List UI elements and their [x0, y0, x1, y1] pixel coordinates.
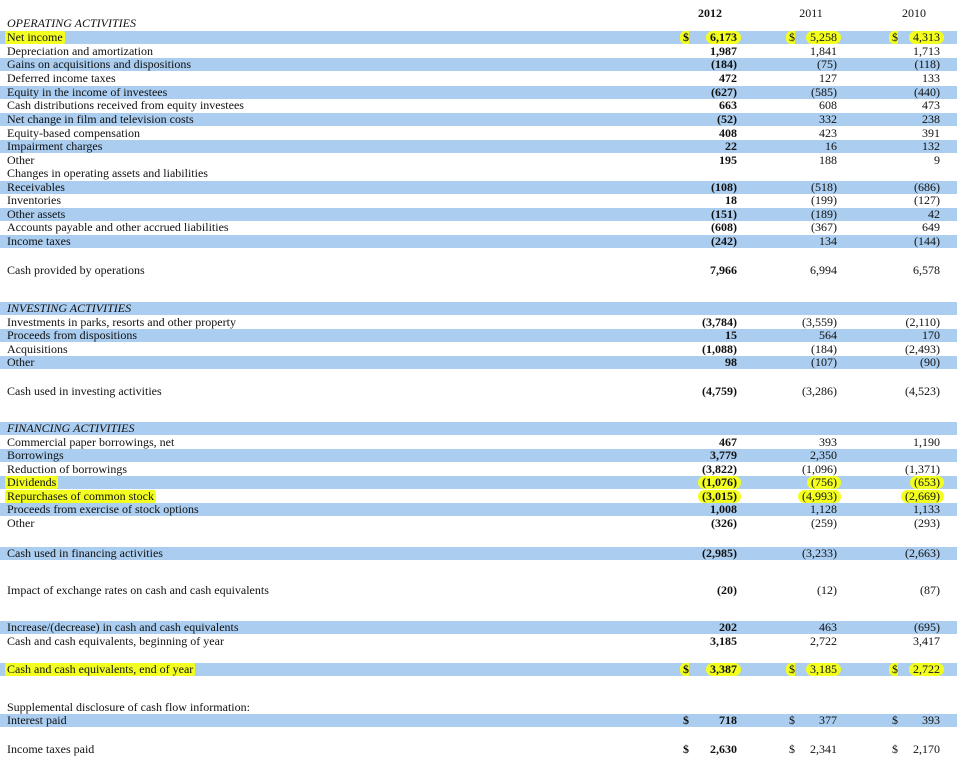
value-2012: 718	[719, 713, 737, 727]
dollar-sign: $	[892, 742, 898, 756]
investing-row	[0, 316, 957, 329]
dollar-sign: $	[683, 713, 689, 727]
dollar-sign: $	[680, 31, 689, 44]
row-label: Cash and cash equivalents, end of year	[7, 662, 194, 676]
row-label: Dividends	[7, 475, 57, 489]
row-label: Gains on acquisitions and dispositions	[7, 57, 191, 71]
financing-row	[0, 517, 957, 530]
dollar-sign: $	[889, 31, 898, 44]
value-2011: 134	[819, 234, 837, 248]
value-2012: 15	[725, 328, 737, 342]
value-2011: 1,128	[810, 502, 837, 516]
row-label: Accounts payable and other accrued liabilities	[7, 220, 229, 234]
dollar-sign: $	[683, 742, 689, 756]
value-2011: 332	[819, 112, 837, 126]
value-2010: (695)	[914, 620, 940, 634]
row-label: Net change in film and television costs	[7, 112, 194, 126]
section-operating-title	[0, 17, 957, 30]
operating-row	[0, 235, 957, 248]
value-2012: 2,630	[710, 742, 737, 756]
value-2011: (189)	[811, 207, 837, 221]
dollar-sign: $	[786, 31, 795, 44]
value-2012: 18	[725, 193, 737, 207]
value-2010: (4,523)	[905, 384, 940, 398]
value-2012: 202	[719, 620, 737, 634]
value-2011: (4,993)	[798, 490, 841, 503]
investing-row	[0, 329, 957, 342]
value-2011: 16	[825, 139, 837, 153]
value-2012: 195	[719, 153, 737, 167]
row-label: Net income	[7, 30, 63, 44]
row-label: Income taxes paid	[7, 742, 95, 756]
value-2010: 2,170	[913, 742, 940, 756]
value-2010: 393	[922, 713, 940, 727]
value-2010: 133	[922, 71, 940, 85]
row-label: Increase/(decrease) in cash and cash equivalents	[7, 620, 239, 634]
value-2010: (127)	[914, 193, 940, 207]
value-2011: (75)	[817, 57, 837, 71]
row-label: Cash used in financing activities	[7, 546, 163, 560]
value-2010: (118)	[914, 57, 940, 71]
value-2012: 408	[719, 126, 737, 140]
value-2011: 393	[819, 435, 837, 449]
operating-row	[0, 194, 957, 207]
value-2010: (293)	[914, 516, 940, 530]
cash-beginning-row	[0, 635, 957, 648]
row-label: Supplemental disclosure of cash flow information:	[7, 700, 250, 714]
value-2010: (2,663)	[905, 546, 940, 560]
value-2012: (627)	[711, 85, 737, 99]
value-2012: (608)	[711, 220, 737, 234]
section-investing-title	[0, 302, 957, 315]
operating-row	[0, 167, 957, 180]
value-2011: 2,341	[810, 742, 837, 756]
value-2010: 1,713	[913, 44, 940, 58]
value-2012: 7,966	[710, 263, 737, 277]
row-label: Impairment charges	[7, 139, 103, 153]
row-label: Other	[7, 355, 35, 369]
dollar-sign: $	[789, 742, 795, 756]
row-label: Reduction of borrowings	[7, 462, 127, 476]
value-2011: (585)	[811, 85, 837, 99]
row-label: Cash used in investing activities	[7, 384, 162, 398]
value-2012: (326)	[711, 516, 737, 530]
value-2012: 472	[719, 71, 737, 85]
value-2011: (12)	[817, 583, 837, 597]
value-2012: 1,008	[710, 502, 737, 516]
row-label: Inventories	[7, 193, 61, 207]
row-label: Borrowings	[7, 448, 64, 462]
row-label: Deferred income taxes	[7, 71, 116, 85]
value-2012: (20)	[717, 583, 737, 597]
row-label: Investments in parks, resorts and other property	[7, 315, 236, 329]
income-taxes-paid-row	[0, 743, 957, 756]
value-2011: 6,994	[810, 263, 837, 277]
value-2012: (1,076)	[698, 476, 741, 489]
value-2012: 6,173	[706, 31, 741, 44]
row-label: Equity-based compensation	[7, 126, 140, 140]
row-label: Interest paid	[7, 713, 67, 727]
value-2011: 2,350	[810, 448, 837, 462]
supplemental-title	[0, 701, 957, 714]
value-2012: (151)	[711, 207, 737, 221]
value-2011: 423	[819, 126, 837, 140]
value-2011: 5,258	[806, 31, 841, 44]
value-2011: 608	[819, 98, 837, 112]
value-2010: 238	[922, 112, 940, 126]
row-label: Depreciation and amortization	[7, 44, 153, 58]
value-2011: (3,286)	[802, 384, 837, 398]
value-2010: 649	[922, 220, 940, 234]
row-label: Other	[7, 516, 35, 530]
value-2010: 132	[922, 139, 940, 153]
operating-row	[0, 58, 957, 71]
value-2010: (686)	[914, 180, 940, 194]
operating-row	[0, 221, 957, 234]
value-2012: (1,088)	[702, 342, 737, 356]
row-label: Other	[7, 153, 35, 167]
section-financing-title	[0, 422, 957, 435]
value-2012: 3,185	[710, 634, 737, 648]
value-2012: 663	[719, 98, 737, 112]
dollar-sign: $	[789, 713, 795, 727]
value-2011: 127	[819, 71, 837, 85]
value-2012: (3,015)	[698, 490, 741, 503]
value-2011: 564	[819, 328, 837, 342]
row-label: Cash distributions received from equity investees	[7, 98, 244, 112]
operating-row	[0, 72, 957, 85]
value-2012: 3,779	[710, 448, 737, 462]
total-cash-provided-by-operations	[0, 264, 957, 277]
value-2011: (3,559)	[802, 315, 837, 329]
value-2012: 98	[725, 355, 737, 369]
interest-paid-row	[0, 714, 957, 727]
value-2010: (1,371)	[905, 462, 940, 476]
section-title: OPERATING ACTIVITIES	[7, 16, 136, 30]
value-2010: 473	[922, 98, 940, 112]
section-title: INVESTING ACTIVITIES	[7, 301, 132, 315]
total-cash-used-in-financing	[0, 547, 957, 560]
total-cash-used-in-investing	[0, 385, 957, 398]
row-label: Proceeds from exercise of stock options	[7, 502, 199, 516]
operating-row	[0, 127, 957, 140]
value-2011: 463	[819, 620, 837, 634]
row-label: Acquisitions	[7, 342, 68, 356]
row-label: Impact of exchange rates on cash and cash equivalents	[7, 583, 269, 597]
value-2012: (3,784)	[702, 315, 737, 329]
value-2011: 377	[819, 713, 837, 727]
cash-change-row	[0, 621, 957, 634]
value-2010: 3,417	[913, 634, 940, 648]
exchange-rate-impact-row	[0, 584, 957, 597]
section-title: FINANCING ACTIVITIES	[7, 421, 135, 435]
operating-row	[0, 99, 957, 112]
value-2012: (52)	[717, 112, 737, 126]
row-label: Cash and cash equivalents, beginning of year	[7, 634, 224, 648]
row-label: Receivables	[7, 180, 65, 194]
value-2010: (653)	[910, 476, 944, 489]
dollar-sign: $	[889, 663, 898, 676]
value-2011: 3,185	[806, 663, 841, 676]
dollar-sign: $	[786, 663, 795, 676]
investing-row	[0, 356, 957, 369]
value-2011: (756)	[807, 476, 841, 489]
header-2012: 2012	[698, 6, 722, 20]
value-2011: (367)	[811, 220, 837, 234]
row-label: Commercial paper borrowings, net	[7, 435, 175, 449]
row-label: Changes in operating assets and liabilities	[7, 166, 208, 180]
operating-row	[0, 113, 957, 126]
value-2011: (3,233)	[802, 546, 837, 560]
value-2010: (2,110)	[905, 315, 940, 329]
value-2010: 4,313	[909, 31, 944, 44]
value-2012: 3,387	[706, 663, 741, 676]
operating-row	[0, 31, 957, 44]
header-2011: 2011	[799, 6, 823, 20]
value-2010: 42	[928, 207, 940, 221]
value-2010: (90)	[920, 355, 940, 369]
dollar-sign: $	[892, 713, 898, 727]
value-2010: 1,133	[913, 502, 940, 516]
value-2012: (242)	[711, 234, 737, 248]
financing-row	[0, 449, 957, 462]
value-2011: 1,841	[810, 44, 837, 58]
value-2010: (144)	[914, 234, 940, 248]
value-2011: (259)	[811, 516, 837, 530]
value-2010: 2,722	[909, 663, 944, 676]
value-2012: (3,822)	[702, 462, 737, 476]
value-2010: 1,190	[913, 435, 940, 449]
value-2011: (518)	[811, 180, 837, 194]
value-2012: 467	[719, 435, 737, 449]
value-2010: (2,493)	[905, 342, 940, 356]
value-2010: (87)	[920, 583, 940, 597]
value-2012: 1,987	[710, 44, 737, 58]
value-2012: (184)	[711, 57, 737, 71]
value-2010: (2,669)	[901, 490, 944, 503]
operating-row	[0, 140, 957, 153]
value-2012: (4,759)	[702, 384, 737, 398]
value-2010: 170	[922, 328, 940, 342]
financing-row	[0, 476, 957, 489]
row-label: Equity in the income of investees	[7, 85, 168, 99]
value-2011: (184)	[811, 342, 837, 356]
value-2011: 2,722	[810, 634, 837, 648]
value-2010: 9	[934, 153, 940, 167]
value-2010: 391	[922, 126, 940, 140]
value-2010: 6,578	[913, 263, 940, 277]
value-2012: 22	[725, 139, 737, 153]
row-label: Proceeds from dispositions	[7, 328, 137, 342]
value-2011: (107)	[811, 355, 837, 369]
value-2011: 188	[819, 153, 837, 167]
value-2012: (108)	[711, 180, 737, 194]
header-2010: 2010	[902, 6, 926, 20]
value-2012: (2,985)	[702, 546, 737, 560]
row-label: Income taxes	[7, 234, 71, 248]
cash-end-of-year-row	[0, 663, 957, 676]
row-label: Other assets	[7, 207, 66, 221]
value-2011: (1,096)	[802, 462, 837, 476]
row-label: Cash provided by operations	[7, 263, 145, 277]
value-2011: (199)	[811, 193, 837, 207]
dollar-sign: $	[680, 663, 689, 676]
value-2010: (440)	[914, 85, 940, 99]
financing-row	[0, 503, 957, 516]
row-label: Repurchases of common stock	[7, 489, 154, 503]
